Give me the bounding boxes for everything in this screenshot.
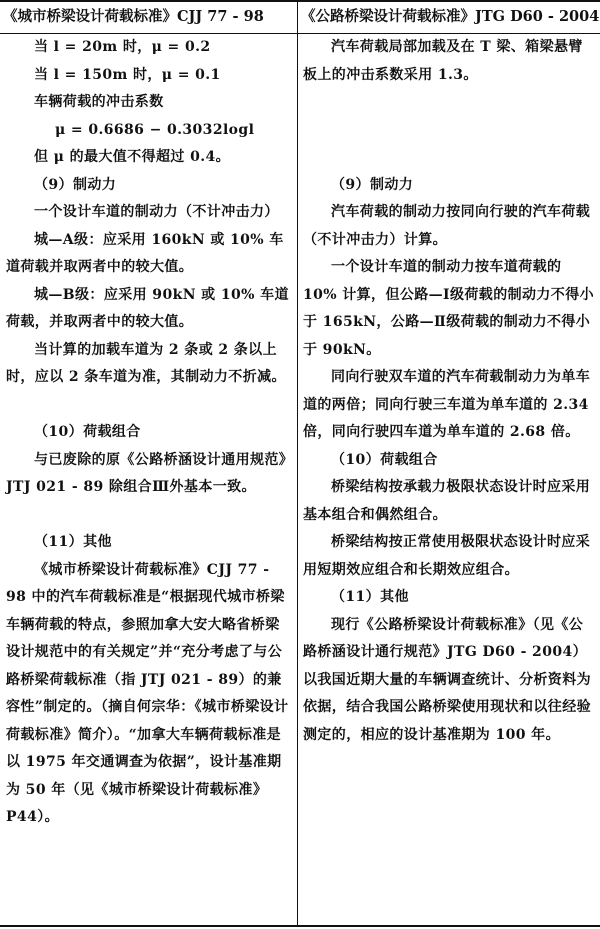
brake-force-paragraph: 一个设计车道的制动力（不计冲击力） xyxy=(34,204,279,220)
local-loading-paragraph: 汽车荷载局部加载及在 T 梁、箱梁悬臂板上的冲击系数采用 1.3。 xyxy=(303,39,583,83)
table-bottom-rule xyxy=(0,925,600,927)
combination-paragraph-1: 桥梁结构按承载力极限状态设计时应采用基本组合和偶然组合。 xyxy=(303,479,591,523)
other-paragraph: 《城市桥梁设计荷载标准》CJJ 77 - 98 中的汽车荷载标准是“根据现代城市桥梁车辆荷载的特点，参照加拿大安大略省桥梁设计规范中的有关规定”并“充分考虑了与公路桥梁荷载标准（指 JTJ 021 - 89）的兼容性”制定的。（摘自何宗华：《城市桥梁设计荷载标准》简介）。“加拿大车辆荷载标准是以 1975 年交通调查为依据”，设计基准期为 50 年（见《城市桥梁设计荷载标准》P44）。 xyxy=(6,561,289,825)
city-b-paragraph: 城—B级：应采用 90kN 或 10% 车道荷载，并取两者中的较大值。 xyxy=(6,286,289,330)
impact-formula: μ = 0.6686 − 0.3032logl xyxy=(55,121,255,138)
impact-long-span: 当 l = 150m 时，μ = 0.1 xyxy=(34,66,221,83)
section-10-title: （10）荷载组合 xyxy=(34,424,141,440)
left-column xyxy=(6,34,292,832)
brake-force-paragraph-3: 同向行驶双车道的汽车荷载制动力为单车道的两倍；同向行驶三车道为单车道的 2.34 倍，同向行驶四车道为单车道的 2.68 倍。 xyxy=(303,369,591,440)
brake-force-paragraph-2: 一个设计车道的制动力按车道荷载的 10% 计算，但公路—Ⅰ级荷载的制动力不得小于 165kN，公路—Ⅱ级荷载的制动力不得小于 90kN。 xyxy=(303,259,595,358)
right-column xyxy=(303,34,595,749)
right-column-header: 《公路桥梁设计荷载标准》JTG D60 - 2004 xyxy=(301,8,600,25)
section-11-title: （11）其他 xyxy=(331,589,409,605)
section-11-title: （11）其他 xyxy=(34,534,112,550)
combination-paragraph-2: 桥梁结构按正常使用极限状态设计时应采用短期效应组合和长期效应组合。 xyxy=(303,534,591,578)
impact-short-span: 当 l = 20m 时，μ = 0.2 xyxy=(34,39,211,55)
section-10-title: （10）荷载组合 xyxy=(331,451,438,468)
section-9-title: （9）制动力 xyxy=(331,176,414,193)
vehicle-impact-heading: 车辆荷载的冲击系数 xyxy=(34,94,164,110)
lanes-paragraph: 当计算的加载车道为 2 条或 2 条以上时，应以 2 条车道为准，其制动力不折减。 xyxy=(6,341,286,385)
city-a-paragraph: 城—A级：应采用 160kN 或 10% 车道荷载并取两者中的较大值。 xyxy=(6,231,284,275)
impact-max-note: 但 μ 的最大值不得超过 0.4。 xyxy=(34,149,231,165)
brake-force-paragraph-1: 汽车荷载的制动力按同向行驶的汽车荷载（不计冲击力）计算。 xyxy=(303,204,591,248)
left-column-header: 《城市桥梁设计荷载标准》CJJ 77 - 98 xyxy=(3,8,264,25)
section-9-title: （9）制动力 xyxy=(34,176,117,193)
column-divider xyxy=(297,0,298,927)
other-paragraph: 现行《公路桥梁设计荷载标准》（见《公路桥涵设计通行规范》JTG D60 - 2004）以我国近期大量的车辆调查统计、分析资料为依据，结合我国公路桥梁使用现状和以往经验测定的，相应的设计基准期为 100 年。 xyxy=(303,616,591,743)
combination-paragraph: 与已废除的原《公路桥涵设计通用规范》JTJ 021 - 89 除组合Ⅲ外基本一致。 xyxy=(6,451,287,495)
